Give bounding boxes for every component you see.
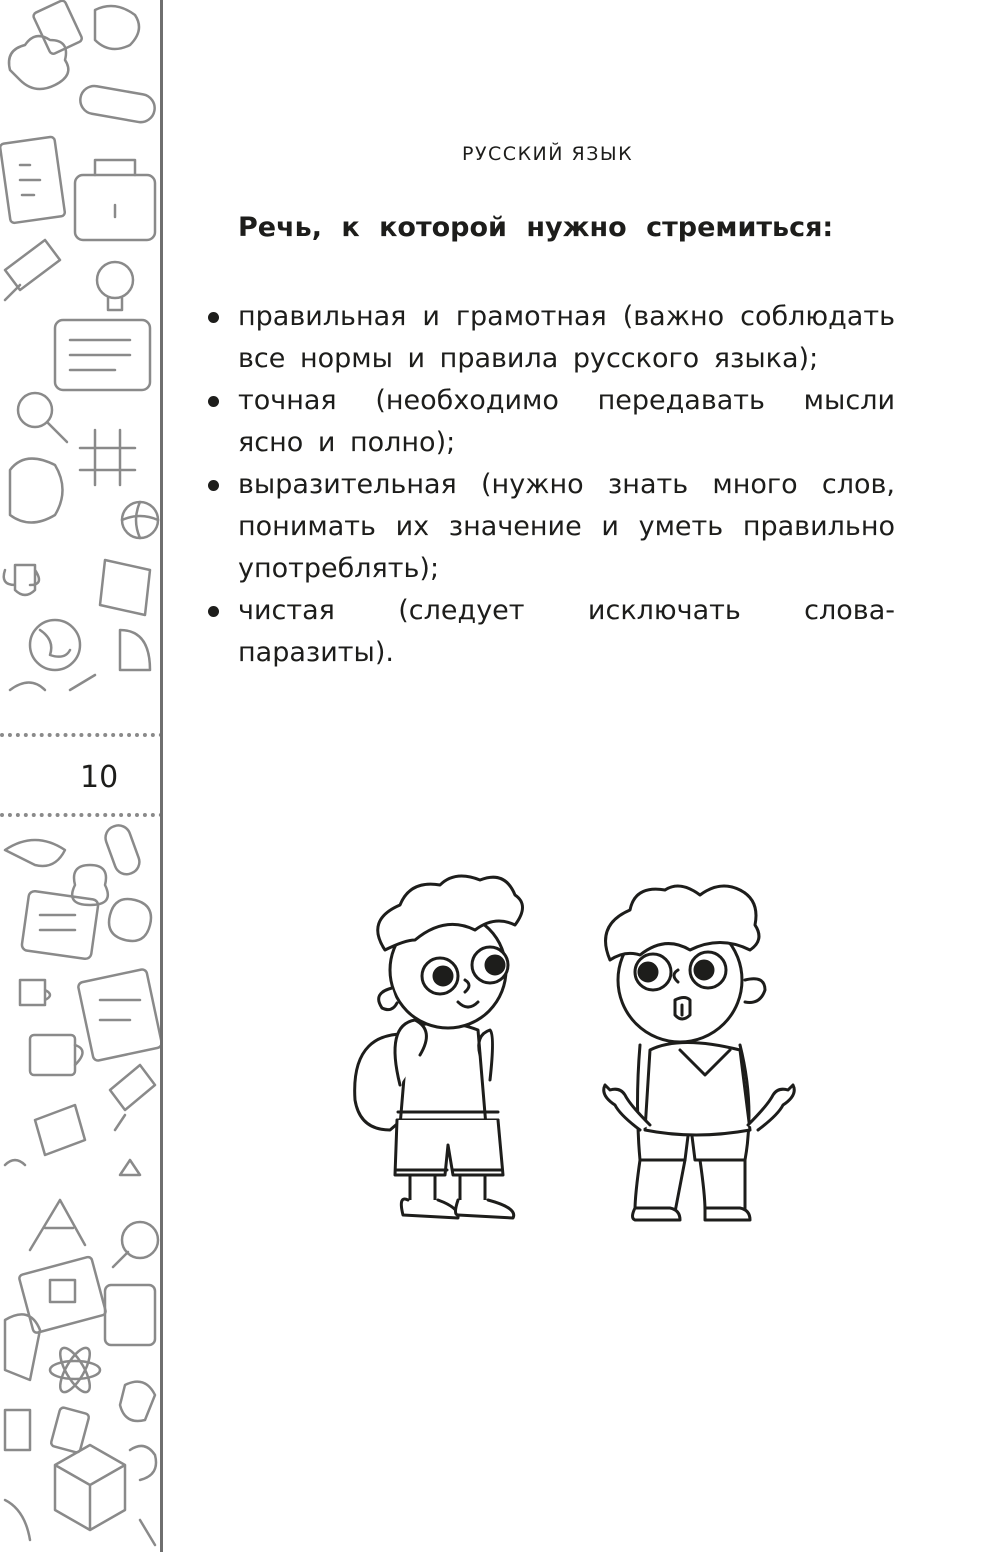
list-item-text: точная (необходимо передавать мысли ясно и полно); xyxy=(238,385,895,458)
list-item xyxy=(205,296,895,380)
bullet-icon xyxy=(208,312,219,323)
list-item xyxy=(205,464,895,590)
boy-with-backpack xyxy=(355,876,523,1218)
list-item-text: выразительная (нужно знать много слов, понимать их значение и уметь правильно употреблять); xyxy=(238,469,895,584)
dotted-divider-top xyxy=(0,733,163,737)
list-item-text: чистая (следует исключать слова-паразиты). xyxy=(238,595,895,668)
list-item-text: правильная и грамотная (важно соблюдать все нормы и правила русского языка); xyxy=(238,301,895,374)
bullet-list xyxy=(205,296,895,674)
dotted-divider-bottom xyxy=(0,813,163,817)
bullet-icon xyxy=(208,480,219,491)
bullet-icon xyxy=(208,606,219,617)
section-heading: Речь, к которой нужно стремиться: xyxy=(238,212,834,243)
boy-talking xyxy=(604,886,795,1220)
running-head: РУССКИЙ ЯЗЫК xyxy=(462,143,634,165)
list-item xyxy=(205,590,895,674)
page-number: 10 xyxy=(80,760,119,795)
list-item xyxy=(205,380,895,464)
decorative-sidebar xyxy=(0,0,163,1552)
two-boys-talking-illustration xyxy=(340,870,810,1230)
bullet-icon xyxy=(208,396,219,407)
